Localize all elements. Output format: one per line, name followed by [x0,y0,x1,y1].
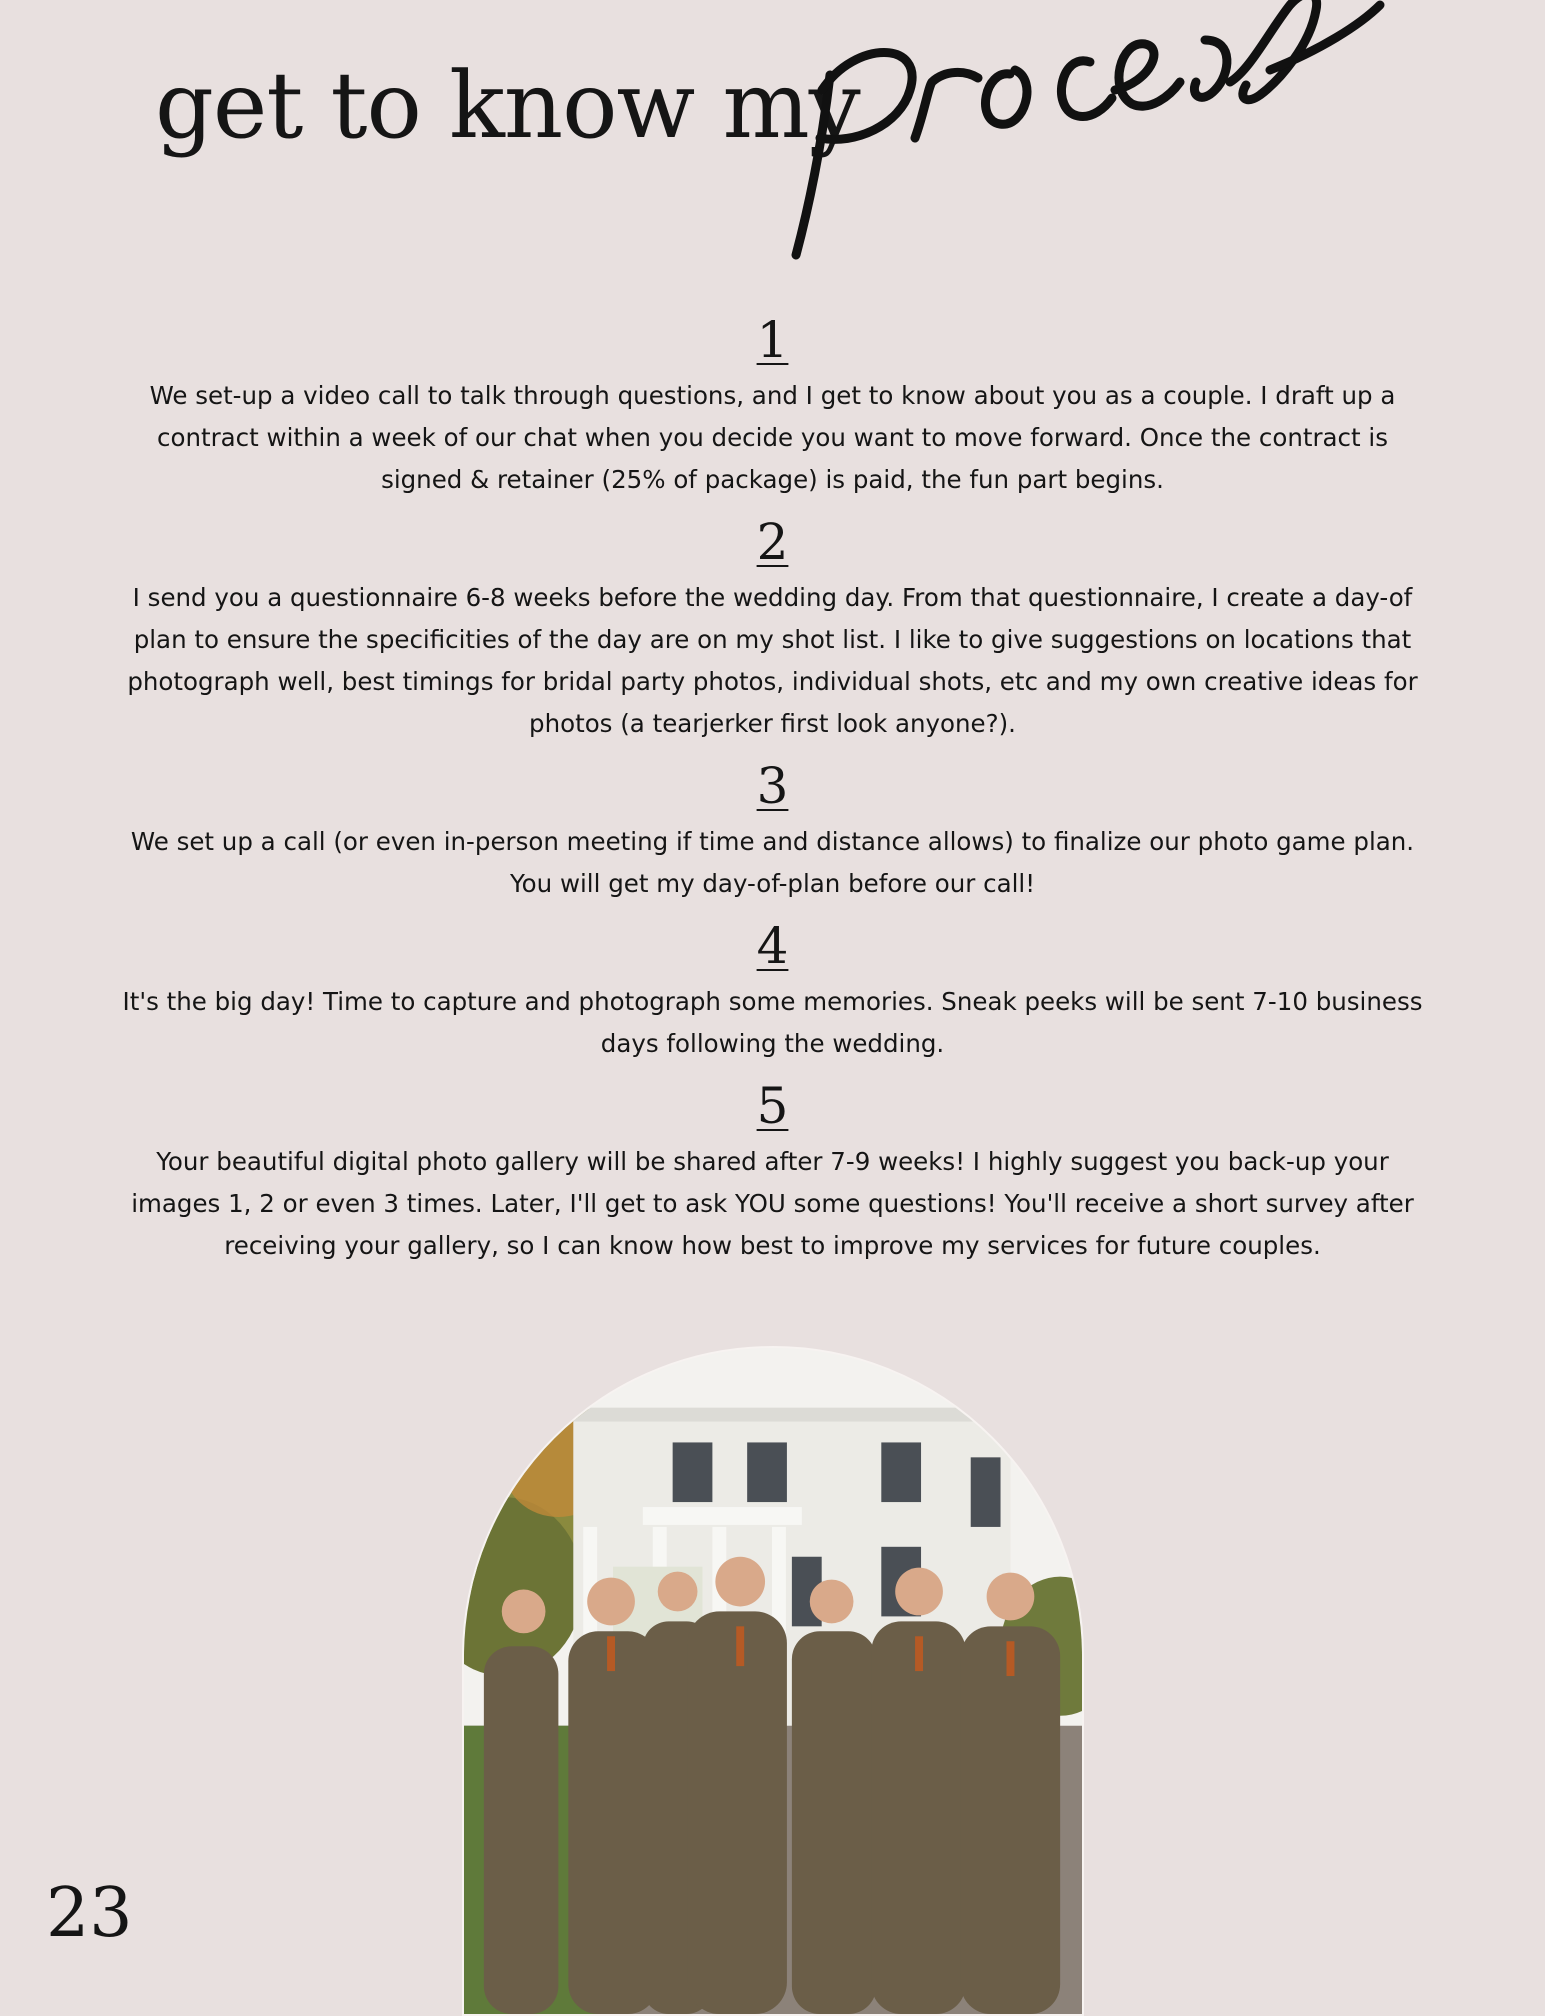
step-2 [120,507,1425,745]
step-number: 4 [756,917,789,975]
step-number: 2 [756,513,789,571]
process-script-logo [760,0,1400,290]
groomsmen-photo-illustration [464,1348,1082,2014]
process-steps [120,305,1425,1273]
step-number: 3 [756,757,789,815]
page-number: 23 [46,1874,133,1953]
step-number: 1 [756,311,789,369]
step-description: Your beautiful digital photo gallery will be shared after 7-9 weeks! I highly suggest you back-up your images 1, 2 or even 3 times. Later, I'll get to ask YOU some questions! You'll receive a short survey after receiving your gallery, so I can know how best to improve my services for future couples. [131,1147,1414,1260]
step-description: We set up a call (or even in-person meeting if time and distance allows) to finalize our photo game plan. You will get my day-of-plan before our call! [130,827,1415,898]
step-3 [120,751,1425,905]
process-script-heading [760,0,1400,290]
step-number: 5 [756,1077,789,1135]
groomsmen-photo [462,1346,1084,2016]
step-4 [120,911,1425,1065]
step-description: It's the big day! Time to capture and photograph some memories. Sneak peeks will be sent 7-10 business days following the wedding. [122,987,1423,1058]
page-heading: get to know my [155,52,860,159]
step-description: I send you a questionnaire 6-8 weeks before the wedding day. From that questionnaire, I create a day-of plan to ensure the specificities of the day are on my shot list. I like to give suggestions on locations that photograph well, best timings for bridal party photos, individual shots, etc and my own creative ideas for photos (a tearjerker first look anyone?). [127,583,1418,738]
step-1 [120,305,1425,501]
step-description: We set-up a video call to talk through questions, and I get to know about you as a couple. I draft up a contract within a week of our chat when you decide you want to move forward. Once the contract is signed & retainer (25% of package) is paid, the fun part begins. [149,381,1396,494]
step-5 [120,1071,1425,1267]
